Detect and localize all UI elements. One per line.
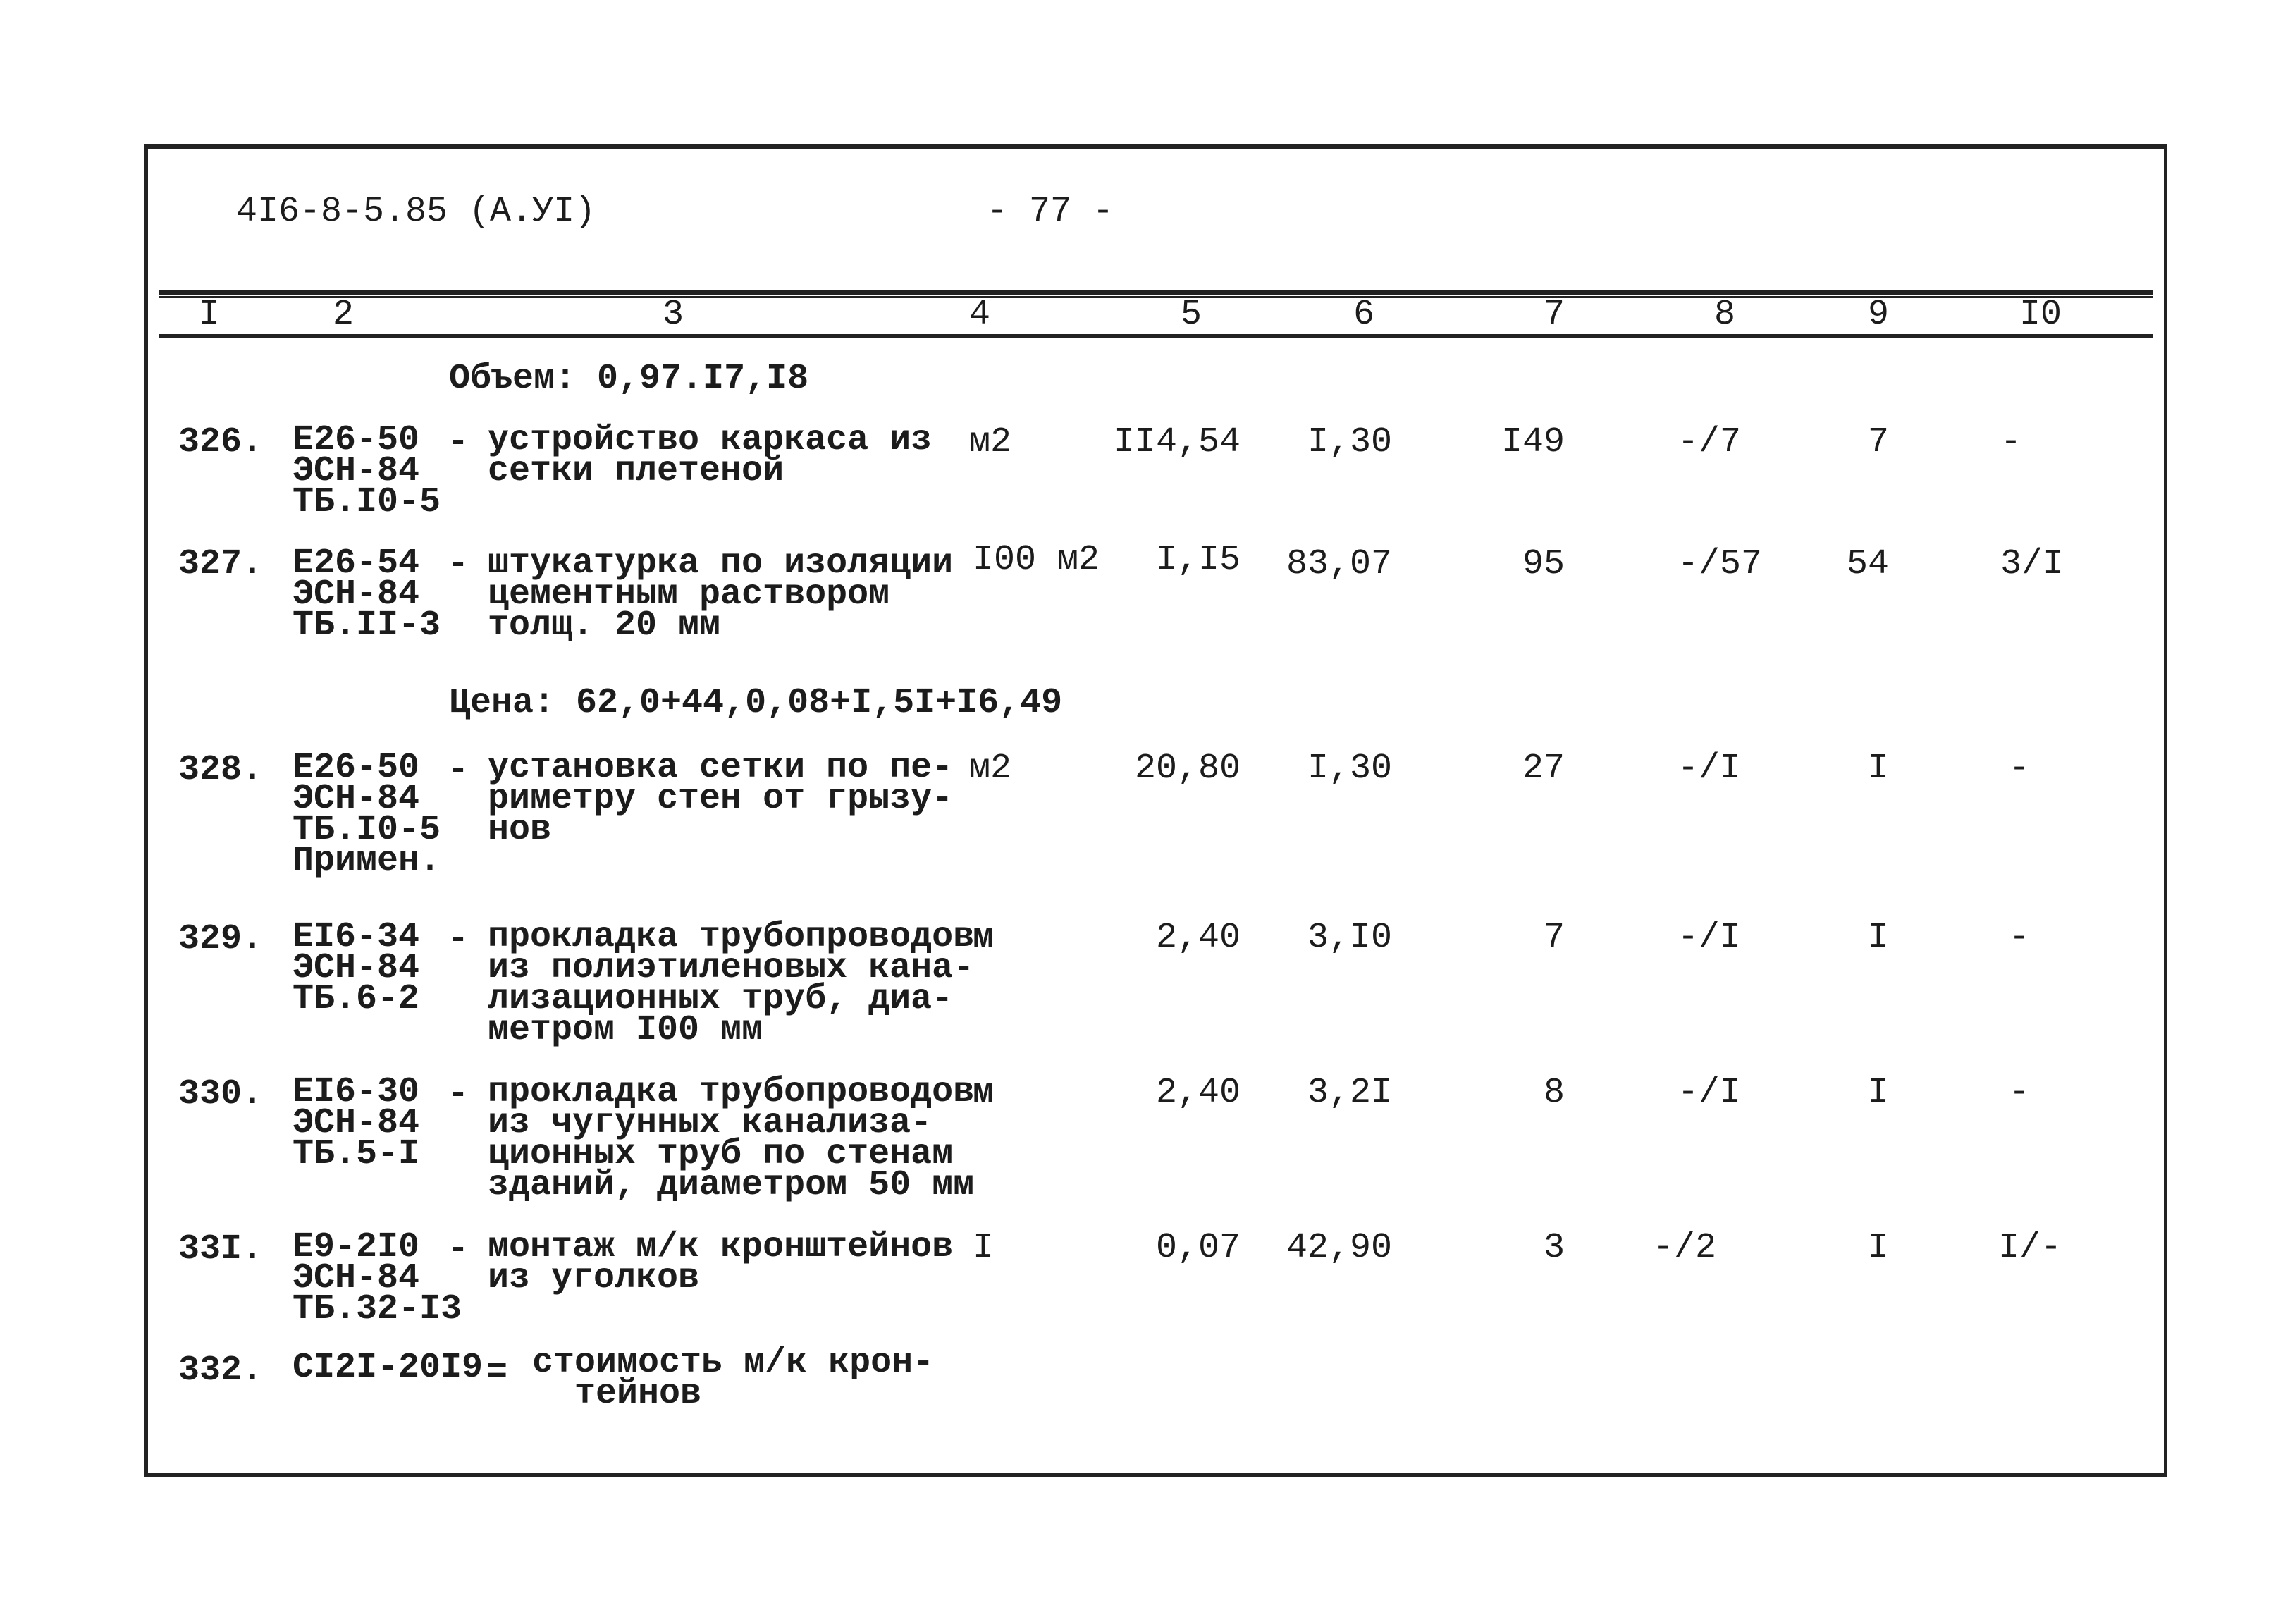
description-line: из уголков (488, 1258, 700, 1298)
column-number: 4 (968, 295, 991, 335)
col9-cell: I (1867, 1073, 1890, 1113)
code-line: Примен. (293, 841, 441, 881)
unit-cell: м (973, 1073, 995, 1113)
code-line: Е26-50 (293, 420, 420, 460)
code-line: ТБ.5-I (293, 1134, 420, 1174)
col8-cell: -/I (1678, 749, 1742, 789)
row-dash: - (448, 544, 469, 584)
row-description (488, 420, 932, 491)
description-line: тейнов (574, 1374, 702, 1414)
column-number: 7 (1543, 295, 1565, 335)
col10-cell: 3/I (2000, 544, 2064, 584)
col8-cell: -/7 (1678, 422, 1742, 462)
row-dash: = (486, 1353, 508, 1393)
row-number: 332. (178, 1351, 264, 1391)
code-line: ТБ.II-3 (293, 605, 441, 646)
col9-cell: 54 (1846, 544, 1890, 584)
code-line: ТБ.32-I3 (293, 1289, 462, 1329)
col6-cell: 3,2I (1307, 1073, 1392, 1113)
description-line: лизационных труб, диа- (488, 979, 954, 1019)
column-number: 9 (1867, 295, 1890, 335)
column-number: 2 (332, 295, 355, 335)
row-description (488, 1227, 954, 1298)
col5-cell: 0,07 (1155, 1228, 1241, 1268)
unit-cell: I (973, 1228, 995, 1268)
col5-cell: I,I5 (1155, 540, 1241, 580)
code-line: ЕI6-30 (293, 1072, 420, 1112)
row-number: 329. (178, 919, 264, 959)
header-rule-top (159, 290, 2153, 295)
code-line: ЭСН-84 (293, 1103, 420, 1143)
document-code: 4I6-8-5.85 (А.УI) (236, 192, 596, 232)
code-line: Е9-2I0 (293, 1227, 420, 1267)
description-line: устройство каркаса из (488, 420, 932, 460)
code-line: ЭСН-84 (293, 1258, 420, 1298)
col6-cell: 83,07 (1286, 544, 1392, 584)
col6-cell: I,30 (1307, 749, 1392, 789)
col8-cell: -/I (1678, 918, 1742, 958)
row-number: 33I. (178, 1229, 264, 1269)
col10-cell: - (2009, 749, 2031, 789)
col6-cell: 3,I0 (1307, 918, 1392, 958)
description-line: сетки плетеной (488, 451, 784, 491)
row-dash: - (448, 1229, 469, 1269)
col8-cell: -/2 (1653, 1228, 1717, 1268)
row-number: 330. (178, 1074, 264, 1114)
col7-cell: 8 (1543, 1073, 1565, 1113)
row-description (488, 917, 975, 1050)
description-line: монтаж м/к кронштейнов (488, 1227, 954, 1267)
description-line: прокладка трубопроводов (488, 1072, 975, 1112)
col7-cell: 3 (1543, 1228, 1565, 1268)
col6-cell: I,30 (1307, 422, 1392, 462)
row-description (488, 1072, 975, 1205)
col7-cell: I49 (1501, 422, 1565, 462)
description-line: зданий, диаметром 50 мм (488, 1165, 975, 1205)
header-rule-bottom (159, 334, 2153, 338)
row-code (293, 543, 441, 646)
column-number: 8 (1713, 295, 1736, 335)
code-line: ЭСН-84 (293, 948, 420, 988)
code-line: ЕI6-34 (293, 917, 420, 957)
column-number: I (198, 295, 221, 335)
row-code (293, 1227, 462, 1329)
column-number: 5 (1180, 295, 1202, 335)
code-line: Е26-50 (293, 748, 420, 788)
description-line: нов (488, 810, 552, 850)
col5-cell: 2,40 (1155, 1073, 1241, 1113)
description-line: ционных труб по стенам (488, 1134, 954, 1174)
row-code (293, 420, 441, 522)
price-note: Цена: 62,0+44,0,08+I,5I+I6,49 (449, 683, 1063, 723)
row-dash: - (448, 919, 469, 959)
code-line: ТБ.I0-5 (293, 810, 441, 850)
row-number: 327. (178, 544, 264, 584)
col8-cell: -/I (1678, 1073, 1742, 1113)
col5-cell: 20,80 (1134, 749, 1241, 789)
col5-cell: 2,40 (1155, 918, 1241, 958)
code-line: ЭСН-84 (293, 779, 420, 819)
row-dash: - (448, 422, 469, 462)
col9-cell: I (1867, 918, 1890, 958)
description-line: прокладка трубопроводов (488, 917, 975, 957)
row-description (488, 748, 954, 850)
code-line: ТБ.6-2 (293, 979, 420, 1019)
row-code (293, 917, 420, 1019)
col7-cell: 7 (1543, 918, 1565, 958)
volume-note: Объем: 0,97.I7,I8 (449, 359, 809, 399)
col6-cell: 42,90 (1286, 1228, 1392, 1268)
column-number: 6 (1353, 295, 1375, 335)
row-code (293, 748, 441, 881)
col5-cell: II4,54 (1113, 422, 1241, 462)
row-dash: - (448, 1074, 469, 1114)
col9-cell: 7 (1867, 422, 1890, 462)
code-line: ТБ.I0-5 (293, 482, 441, 522)
code-line: ЭСН-84 (293, 451, 420, 491)
row-description (488, 543, 954, 646)
col9-cell: I (1867, 749, 1890, 789)
unit-cell: I00 м2 (973, 540, 1100, 580)
col7-cell: 95 (1522, 544, 1565, 584)
description-line: из чугунных канализа- (488, 1103, 932, 1143)
row-code: СI2I-20I9 (293, 1348, 484, 1388)
description-line: из полиэтиленовых кана- (488, 948, 975, 988)
unit-cell: м2 (969, 749, 1012, 789)
description-line: стоимость м/к крон- (532, 1343, 935, 1383)
description-line: установка сетки по пе- (488, 748, 954, 788)
col10-cell: - (2000, 422, 2022, 462)
header-rule-top-2 (159, 296, 2153, 298)
code-line: Е26-54 (293, 543, 420, 584)
col10-cell: - (2009, 918, 2031, 958)
row-code (293, 1072, 420, 1174)
column-number: 3 (662, 295, 684, 335)
description-line: риметру стен от грызу- (488, 779, 954, 819)
unit-cell: м2 (969, 422, 1012, 462)
description-line: толщ. 20 мм (488, 605, 721, 646)
col10-cell: I/- (1998, 1228, 2062, 1268)
page-number: - 77 - (987, 192, 1114, 232)
code-line: ЭСН-84 (293, 574, 420, 615)
row-number: 326. (178, 422, 264, 462)
description-line: метром I00 мм (488, 1010, 763, 1050)
unit-cell: м (973, 918, 995, 958)
description-line: цементным раствором (488, 574, 890, 615)
row-description (532, 1343, 935, 1414)
col7-cell: 27 (1522, 749, 1565, 789)
col8-cell: -/57 (1678, 544, 1763, 584)
col10-cell: - (2009, 1073, 2031, 1113)
row-dash: - (448, 750, 469, 790)
col9-cell: I (1867, 1228, 1890, 1268)
description-line: штукатурка по изоляции (488, 543, 954, 584)
column-number: I0 (2019, 295, 2062, 335)
row-number: 328. (178, 750, 264, 790)
